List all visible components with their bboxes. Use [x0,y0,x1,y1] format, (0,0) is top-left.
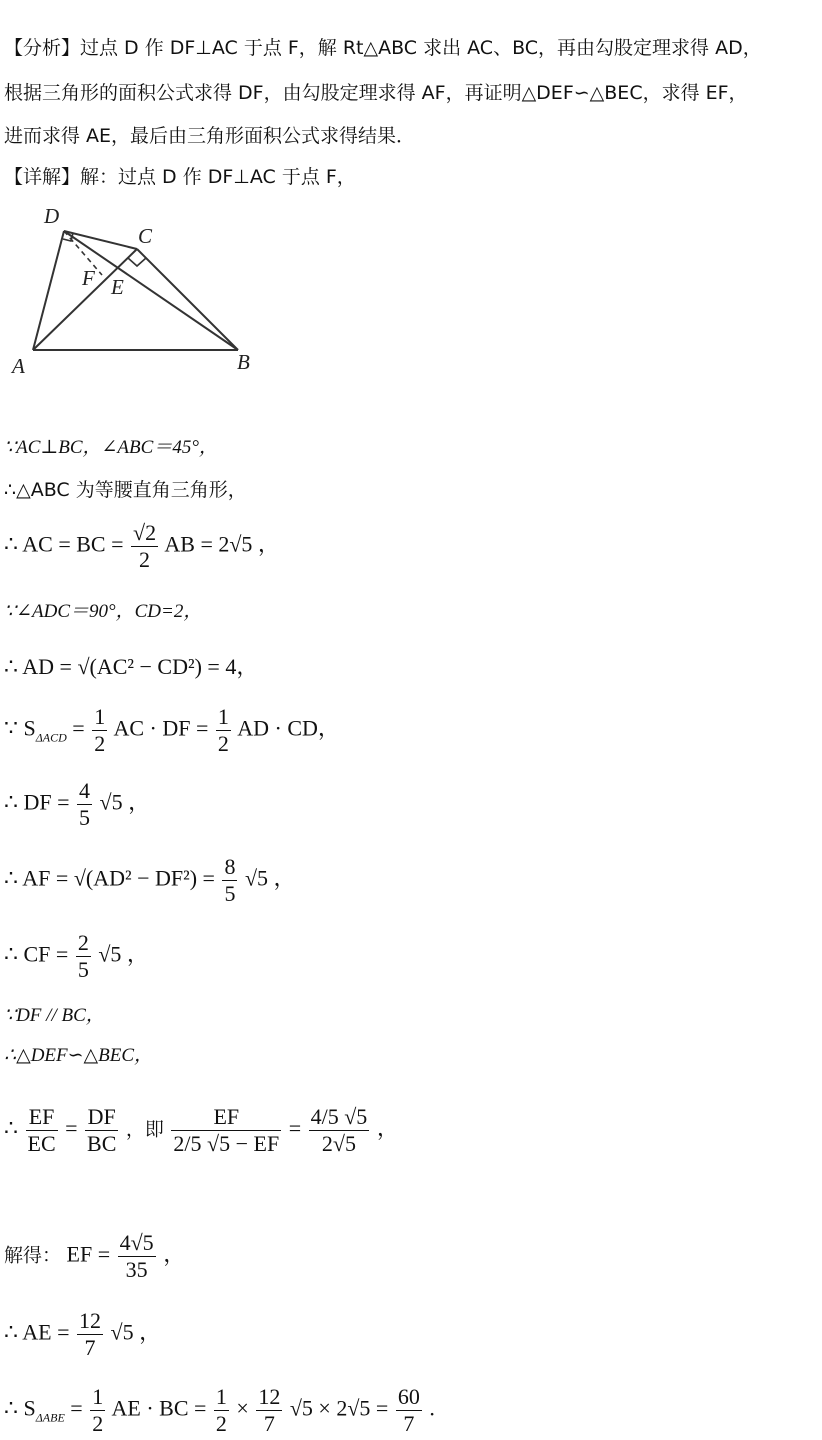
step-15-mid: AE · BC = [111,1395,207,1421]
fraction [76,930,91,983]
fraction [396,1384,422,1437]
fraction-num: DF [85,1104,118,1131]
fraction-den: 2 [215,1411,227,1436]
times: × [236,1395,249,1421]
fraction-den: EC [27,1131,56,1156]
fraction-den: 5 [224,881,236,906]
step-3-lhs: ∴ AC = BC = [4,531,124,557]
fraction-den: 5 [79,805,91,830]
step-2: ∴△ABC 为等腰直角三角形， [4,479,247,501]
step-13 [4,1230,185,1283]
step-3 [4,520,280,573]
segment-dc [64,231,137,249]
fraction [92,704,107,757]
fraction-num: 1 [92,1384,104,1409]
step-9 [4,930,149,983]
step-8-lhs: ∴ AF = √(AD² − DF²) = [4,865,215,891]
fraction [131,520,158,573]
equals: = [70,1395,83,1421]
step-15 [4,1384,435,1437]
segment-ad [33,231,64,350]
label-d: D [44,204,60,228]
fraction-den: 2 [217,731,229,756]
fraction-num: 4/5 √5 [310,1104,368,1129]
fraction-den: 5 [77,957,89,982]
fraction-den: 7 [263,1411,275,1436]
analysis-line-3: 进而求得 AE，最后由三角形面积公式求得结果． [4,125,416,147]
comma: ， [163,1241,186,1267]
step-6-mid: AC · DF = [113,715,209,741]
step-14-rhs: √5 ， [110,1319,162,1345]
fraction-num: 1 [94,704,106,729]
label-e: E [111,275,124,299]
step-11: ∴△DEF∽△BEC， [4,1045,154,1066]
geometry-figure [0,195,290,385]
step-7-lhs: ∴ DF = [4,789,70,815]
right-angle-c [128,258,146,266]
fraction [216,704,231,757]
fraction-den: 2√5 [321,1131,356,1156]
fraction-den: 35 [125,1257,148,1282]
step-6 [4,704,340,757]
analysis-line-2: 根据三角形的面积公式求得 DF，由勾股定理求得 AF，再证明△DEF∽△BEC，求得 EF， [4,82,748,104]
segment-ac [33,249,137,350]
step-7 [4,778,150,831]
segment-db [64,231,238,350]
fraction-den: 2 [92,1411,104,1436]
step-1: ∵AC⊥BC，∠ABC＝45°， [4,437,218,458]
fraction-den: 2 [94,731,106,756]
step-8-rhs: √5 ， [244,865,296,891]
segment-cb [137,249,238,350]
fraction-num: EF [26,1104,58,1131]
step-8 [4,854,296,907]
step-15-mid2: √5 × 2√5 = [289,1395,389,1421]
fraction-num: 4 [79,778,91,803]
fraction-num: 8 [224,854,236,879]
fraction [118,1230,156,1283]
step-14 [4,1308,161,1361]
comma: ， [376,1115,399,1141]
fraction-den: 2 [139,547,151,572]
equals: = [72,715,85,741]
fraction-den: 2/5 √5 − EF [173,1131,280,1156]
fraction-num: 12 [258,1384,281,1409]
step-5: ∴ AD = √(AC² − CD²) = 4， [4,654,259,679]
equals: = [65,1115,78,1141]
fraction [77,1308,103,1361]
fraction-num: 1 [215,1384,227,1409]
fraction [90,1384,105,1437]
label-c: C [138,224,153,248]
equals: = [288,1115,302,1141]
solve-label: 解得： [4,1244,62,1267]
step-6-post: AD · CD， [237,715,340,741]
step-9-rhs: √5 ， [98,941,149,967]
fraction [309,1104,370,1157]
namely: ，即 [125,1118,164,1141]
fraction-den: 7 [84,1335,96,1360]
fraction-num: 4√5 [119,1230,154,1255]
fraction-num: 1 [217,704,229,729]
subscript: ΔABE [35,1410,65,1425]
fraction-num: 60 [397,1384,420,1409]
fraction [171,1104,281,1157]
step-3-rhs: AB = 2√5 ， [164,531,280,557]
therefore: ∴ [4,1115,18,1141]
analysis-line-1: 【分析】过点 D 作 DF⊥AC 于点 F，解 Rt△ABC 求出 AC、BC，再由勾股定理求得 AD， [4,37,762,59]
step-9-lhs: ∴ CF = [4,941,69,967]
fraction [77,778,92,831]
detail-intro: 【详解】解：过点 D 作 DF⊥AC 于点 F， [4,166,356,188]
fraction-num: EF [171,1104,281,1131]
step-13-lhs: EF = [66,1241,111,1267]
step-14-lhs: ∴ AE = [4,1319,70,1345]
fraction [26,1104,58,1157]
step-6-pre: ∵ S [4,715,36,741]
label-f: F [82,266,95,290]
fraction [256,1384,282,1437]
fraction [85,1104,118,1157]
subscript: ΔACD [35,730,67,745]
fraction-num: 2 [77,930,89,955]
step-7-rhs: √5 ， [99,789,151,815]
period: . [429,1395,435,1421]
fraction [222,854,237,907]
step-10: ∵DF // BC， [4,1005,105,1026]
fraction [214,1384,229,1437]
fraction-num: √2 [133,520,157,545]
step-15-pre: ∴ S [4,1395,36,1421]
label-b: B [237,350,250,374]
label-a: A [12,354,25,378]
fraction-num: 12 [79,1308,102,1333]
fraction-den: BC [87,1131,117,1156]
step-12 [4,1104,399,1157]
fraction-den: 7 [403,1411,415,1436]
step-4: ∵∠ADC＝90°，CD=2， [4,601,203,622]
